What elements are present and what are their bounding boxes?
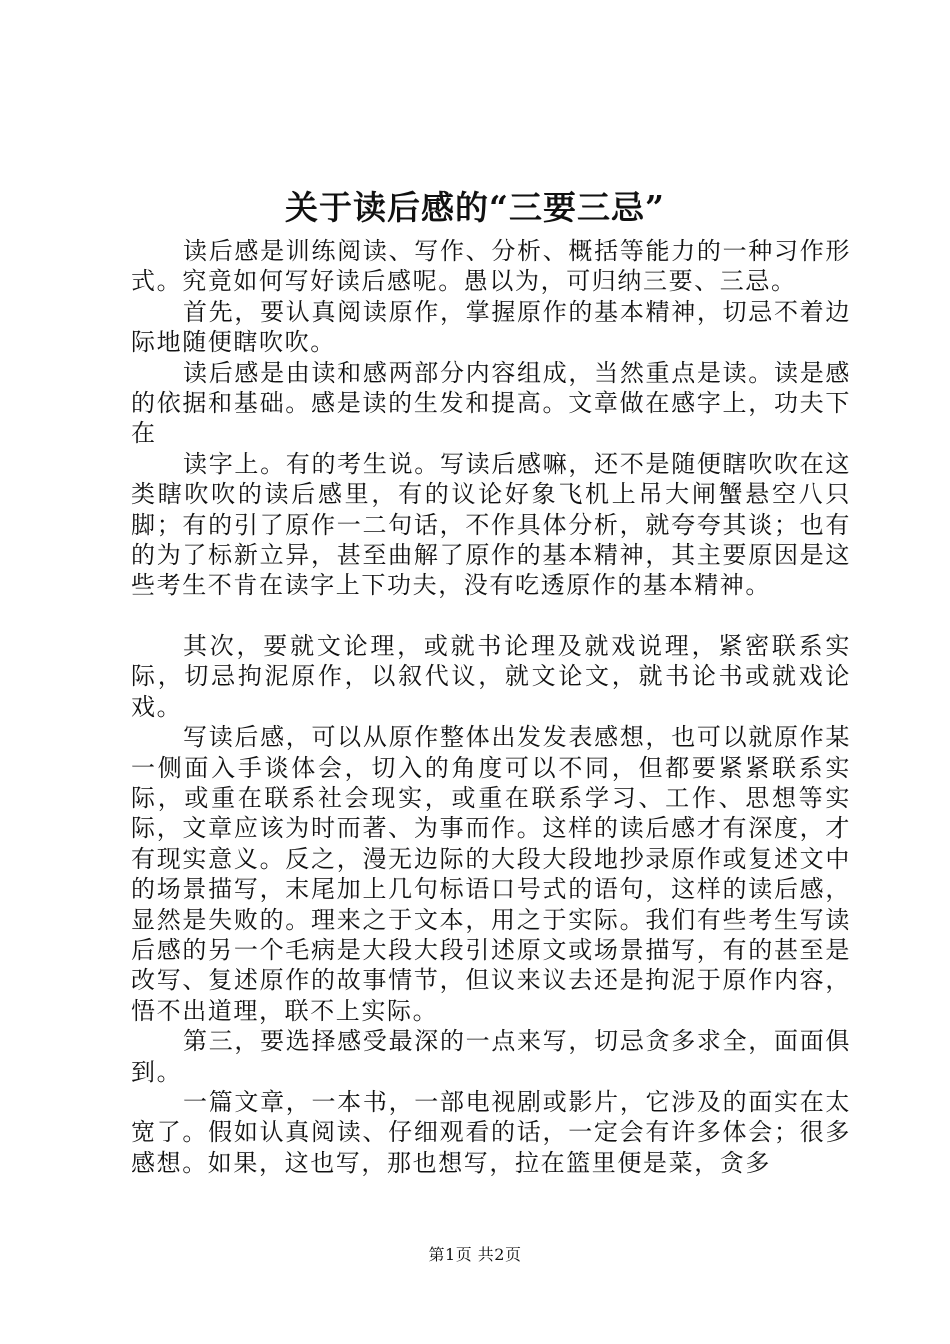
paragraph: 首先，要认真阅读原作，掌握原作的基本精神，切忌不着边际地随便瞎吹吹。	[131, 297, 851, 357]
document-title: 关于读后感的“三要三忌”	[285, 188, 665, 227]
paragraph: 其次，要就文论理，或就书论理及就戏说理，紧密联系实际，切忌拘泥原作，以叙代议，就文论文，就书论书或就戏论戏。	[131, 631, 851, 721]
page-number-footer: 第1页 共2页	[428, 1245, 522, 1264]
paragraph: 第三，要选择感受最深的一点来写，切忌贪多求全，面面俱到。	[131, 1027, 851, 1086]
document-body	[131, 236, 851, 1178]
paragraph: 读后感是训练阅读、写作、分析、概括等能力的一种习作形式。究竟如何写好读后感呢。愚以为，可归纳三要、三忌。	[131, 237, 851, 296]
paragraph: 读后感是由读和感两部分内容组成，当然重点是读。读是感的依据和基础。感是读的生发和提高。文章做在感字上，功夫下在	[131, 358, 851, 448]
paragraph: 写读后感，可以从原作整体出发发表感想，也可以就原作某一侧面入手谈体会，切入的角度可以不同，但都要紧紧联系实际，或重在联系社会现实，或重在联系学习、工作、思想等实际，文章应该为时而著、为事而作。这样的读后感才有深度，才有现实意义。反之，漫无边际的大段大段地抄录原作或复述文中的场景描写，末尾加上几句标语口号式的语句，这样的读后感，显然是失败的。理来之于文本，用之于实际。我们有些考生写读后感的另一个毛病是大段大段引述原文或场景描写，有的甚至是改写、复述原作的故事情节，但议来议去还是拘泥于原作内容，悟不出道理，联不上实际。	[131, 723, 851, 1025]
paragraph: 一篇文章，一本书，一部电视剧或影片，它涉及的面实在太宽了。假如认真阅读、仔细观看的话，一定会有许多体会；很多感想。如果，这也写，那也想写，拉在篮里便是菜，贪多	[131, 1087, 851, 1177]
paragraph: 读字上。有的考生说。写读后感嘛，还不是随便瞎吹吹在这类瞎吹吹的读后感里，有的议论好象飞机上吊大闸蟹悬空八只脚；有的引了原作一二句话，不作具体分析，就夸夸其谈；也有的为了标新立异，甚至曲解了原作的基本精神，其主要原因是这些考生不肯在读字上下功夫，没有吃透原作的基本精神。	[131, 449, 851, 600]
